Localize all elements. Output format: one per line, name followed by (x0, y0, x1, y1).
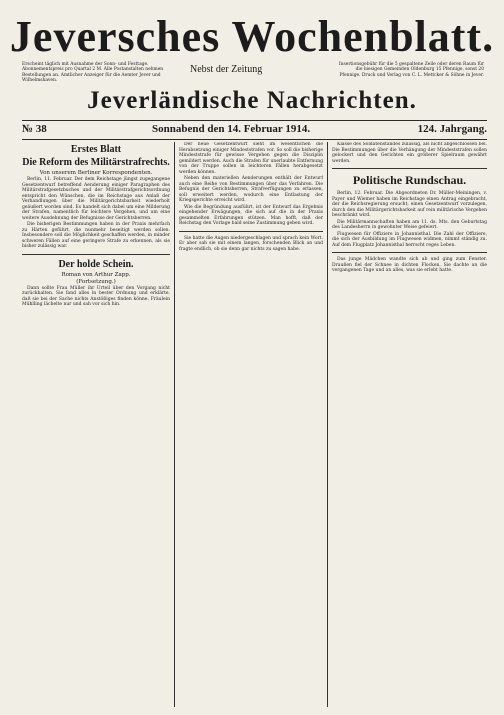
dateline (22, 123, 487, 139)
supplement-title: Jeverländische Nachrichten. (87, 87, 417, 114)
masthead: Jeversches Wochenblatt. (9, 12, 495, 61)
article-continued (179, 142, 323, 227)
issue-number: № 38 (22, 123, 47, 135)
divider (332, 252, 487, 253)
rule-bottom (22, 139, 487, 140)
politics-headline: Politische Rundschau. (352, 173, 467, 187)
masthead-subtitle: Nebst der Zeitung (190, 64, 263, 75)
story-continued (179, 236, 323, 253)
column-rule-1 (174, 142, 175, 707)
publication-info-left: Erscheint täglich mit Ausnahme der Sonn- und Festtage. Abonnementspreis pro Quartal 2 M. Alle Postanstalten nehmen Bestellungen an. Amtlicher Anzeiger für die Aemter Jever und Wilhelmshaven. (22, 62, 164, 84)
news-paragraph: Flugwesen für Offiziere in Johannisthal. Die Zahl der Offiziere, die sich der Ausbildung im Flugwesen widmen, nimmt ständig zu. Auf dem Flugplatz Johannisthal herrscht reges Leben. (332, 231, 487, 248)
article-byline: Von unserem Berliner Korrespondenten. (39, 170, 153, 176)
news-paragraph: Berlin, 12. Februar. Die Abgeordneten Dr. Müller-Meiningen, v. Payer und Wiemer haben im Reichstage einen Antrag eingebracht, der die Reichsregierung ersucht, einen Gesetzentwurf vorzulegen, durch den die Militärgerichtsbarkeit auf rein militärische Vergehen beschränkt wird. (332, 191, 487, 218)
story-author: Roman von Arthur Zapp. (61, 271, 131, 278)
story-paragraph: Das junge Mädchen wandte sich ab und ging zum Fenster. Draußen fiel der Schnee in dichten Flocken. Sie dachte an die vergangenen Tage und an alles, was sie erlebt hatte. (332, 257, 487, 273)
story-paragraph: Sie hatte die Augen niedergeschlagen und sprach kein Wort. Er aber sah sie mit einem langen, forschenden Blick an und fragte endlich, ob sie denn gar nichts zu sagen habe. (179, 235, 323, 252)
column-rule-2 (327, 142, 328, 707)
article-paragraph: Der neue Gesetzentwurf sieht im wesentlichen die Herabsetzung einiger Mindeststrafen vor. So soll die bisherige Mindeststrafe für gewisse Vergehen gegen die Disziplin gemildert werden. Auch die Strafen für unerlaubte Entfernung von der Truppe sollen in leichteren Fällen herabgesetzt werden können. (179, 142, 323, 175)
column-3 (332, 142, 487, 710)
story-paragraph: Dann sollte Frau Müller ihr Urteil über den Vorgang nicht zurückhalten. Sie fand alles in bester Ordnung und erklärte, daß sie bei der Sache nichts Anstößiges finden könne. Fräulein Mühlling lächelte nur und sah vor sich hin. (22, 285, 170, 307)
column-1 (22, 142, 170, 710)
article-paragraph: Klasse des Soldatenstandes zulässig, als nicht abgeschlossen bei. Die Bestimmungen über die Verhängung der Mindeststrafen sollen gelockert und den Gerichten ein größerer Spielraum gewährt werden. (332, 142, 487, 164)
article-body (22, 177, 170, 250)
article-paragraph: Neben den materiellen Aenderungen enthält der Entwurf auch eine Reihe von Bestimmungen über das Verfahren. Die Befugnis der Gerichtsherren, Strafverfügungen zu erlassen, soll erweitert werden, wodurch eine Entlastung der Kriegsgerichte erreicht wird. (179, 176, 323, 203)
article-paragraph: Die bisherigen Bestimmungen haben in der Praxis mehrfach zu Härten geführt, die nunmehr beseitigt werden sollen. Insbesondere soll die Möglichkeit geschaffen werden, in minder schweren Fällen auf eine geringere Strafe zu erkennen, als sie bisher zulässig war. (22, 222, 170, 249)
news-paragraph: Die Militärmannschaften haben am 11. ds. Mts. den Geburtstag des Landesherrn in gewohnter Weise gefeiert. (332, 219, 487, 230)
publication-info-right: Insertionsgebühr für die 5 gespaltene Zeile oder deren Raum für die hiesigen Gemeinden Oldenburg 15 Pfennige, sonst 20 Pfennige. Druck und Verlag von C. L. Mettcker & Söhne in Jever. (338, 62, 484, 78)
divider (22, 254, 170, 255)
section-label: Erstes Blatt (70, 144, 122, 155)
story-body (22, 286, 170, 308)
article-headline: Die Reform des Militärstrafrechts. (22, 157, 170, 168)
divider (332, 168, 487, 169)
divider (179, 231, 323, 232)
issue-date: Sonnabend den 14. Februar 1914. (152, 123, 311, 135)
article-paragraph: Wie die Begründung ausführt, ist der Entwurf das Ergebnis eingehender Erwägungen, die sich auf die in der Praxis gesammelten Erfahrungen stützen. Man hofft, daß der Reichstag den Vorlage bald seine Zustimmung geben wird. (179, 204, 323, 226)
story-continuation: (Fortsetzung.) (76, 278, 116, 285)
article-end (332, 142, 487, 164)
article-paragraph: Berlin, 11. Februar. Der dem Reichstage jüngst zugegangene Gesetzentwurf betreffend Aenderung einiger Paragraphen des Militärstrafgesetzbuches und der Militärstrafgerichtsordnung entspricht den Wünschen, die im Reichstage aus Anlaß der Verhandlungen über die Militärgerichtsbarkeit wiederholt geäußert worden sind. Es handelt sich dabei um eine Milderung der Strafen, namentlich für leichtere Vergehen, und um eine weitere Ausdehnung der Befugnisse der Gerichtsherren. (22, 177, 170, 221)
rule-top (22, 120, 487, 121)
politics-body (332, 191, 487, 248)
volume-year: 124. Jahrgang. (417, 123, 487, 135)
story-continued (332, 257, 487, 274)
story-headline: Der holde Schein. (58, 258, 134, 270)
column-2 (179, 142, 323, 710)
